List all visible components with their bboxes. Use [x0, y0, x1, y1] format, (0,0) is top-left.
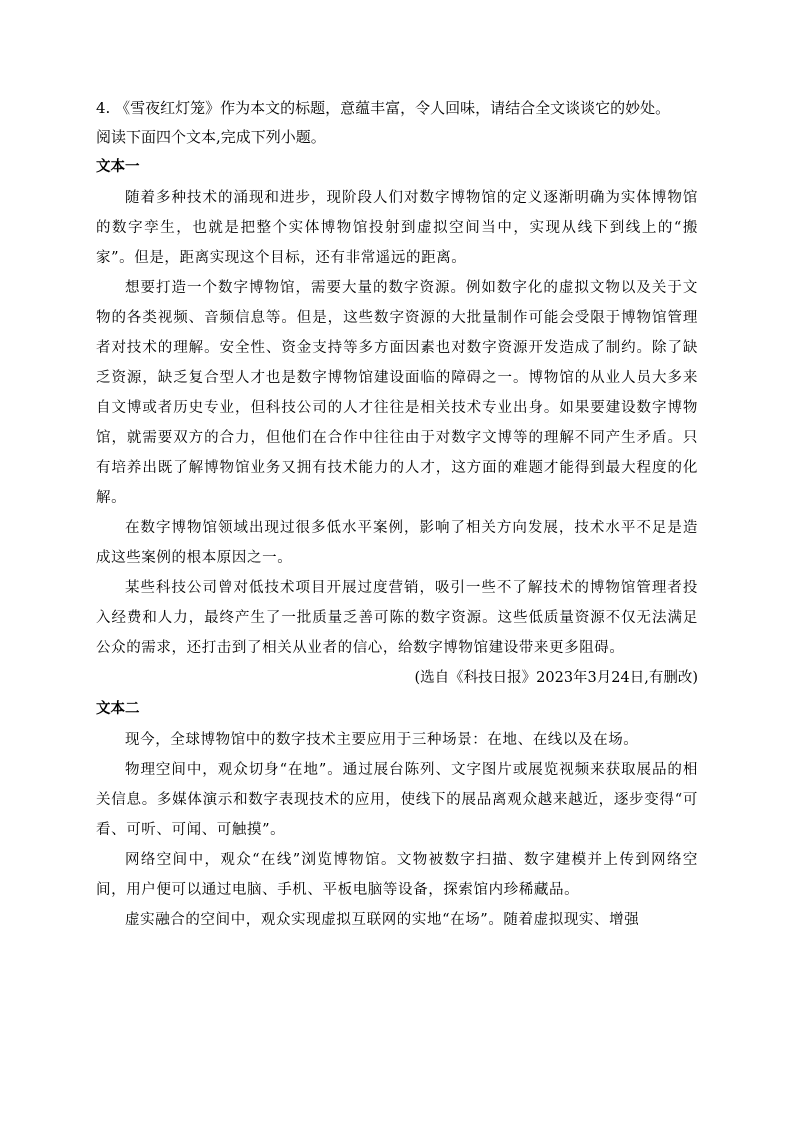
- text2-paragraph: 物理空间中，观众切身“在地”。通过展台陈列、文字图片或展览视频来获取展品的相关信息。多媒体演示和数字表现技术的应用，使线下的展品离观众越来越近，逐步变得“可看、可听、可闻、可触摸”。: [96, 762, 698, 838]
- text2-paragraph: 现今，全球博物馆中的数字技术主要应用于三种场景：在地、在线以及在场。: [125, 732, 639, 748]
- text1-paragraph: 想要打造一个数字博物馆，需要大量的数字资源。例如数字化的虚拟文物以及关于文物的各类视频、音频信息等。但是，这些数字资源的大批量制作可能会受限于博物馆管理者对技术的理解。安全性、资金支持等多方面因素也对数字资源开发造成了制约。除了缺乏资源，缺乏复合型人才也是数字博物馆建设面临的障碍之一。博物馆的从业人员大多来自文博或者历史专业，但科技公司的人才往往是相关技术专业出身。如果要建设数字博物馆，就需要双方的合力，但他们在合作中往往由于对数字文博等的理解不同产生矛盾。只有培养出既了解博物馆业务又拥有技术能力的人才，这方面的难题才能得到最大程度的化解。: [96, 280, 698, 506]
- text1-paragraph: 在数字博物馆领域出现过很多低水平案例，影响了相关方向发展，技术水平不足是造成这些案例的根本原因之一。: [96, 520, 698, 566]
- text1-heading: 文本一: [96, 159, 140, 175]
- text2-heading: 文本二: [96, 701, 140, 717]
- question-4: 4. 《雪夜红灯笼》作为本文的标题，意蕴丰富，令人回味，请结合全文谈谈它的妙处。: [96, 99, 671, 117]
- text1-paragraph: 随着多种技术的涌现和进步，现阶段人们对数字博物馆的定义逐渐明确为实体博物馆的数字孪生，也就是把整个实体博物馆投射到虚拟空间当中，实现从线下到线上的“搬家”。但是，距离实现这个目标，还有非常遥远的距离。: [96, 190, 698, 266]
- reading-instruction: 阅读下面四个文本,完成下列小题。: [96, 128, 326, 146]
- text1-source: (选自《科技日报》2023年3月24日,有删改): [414, 670, 698, 686]
- text2-paragraph: 虚实融合的空间中，观众实现虚拟互联网的实地“在场”。随着虚拟现实、增强: [125, 912, 640, 928]
- text1-paragraph: 某些科技公司曾对低技术项目开展过度营销，吸引一些不了解技术的博物馆管理者投入经费和人力，最终产生了一批质量乏善可陈的数字资源。这些低质量资源不仅无法满足公众的需求，还打击到了相关从业者的信心，给数字博物馆建设带来更多阻碍。: [96, 580, 698, 656]
- text2-paragraph: 网络空间中，观众“在线”浏览博物馆。文物被数字扫描、数字建模并上传到网络空间，用户便可以通过电脑、手机、平板电脑等设备，探索馆内珍稀藏品。: [96, 852, 698, 898]
